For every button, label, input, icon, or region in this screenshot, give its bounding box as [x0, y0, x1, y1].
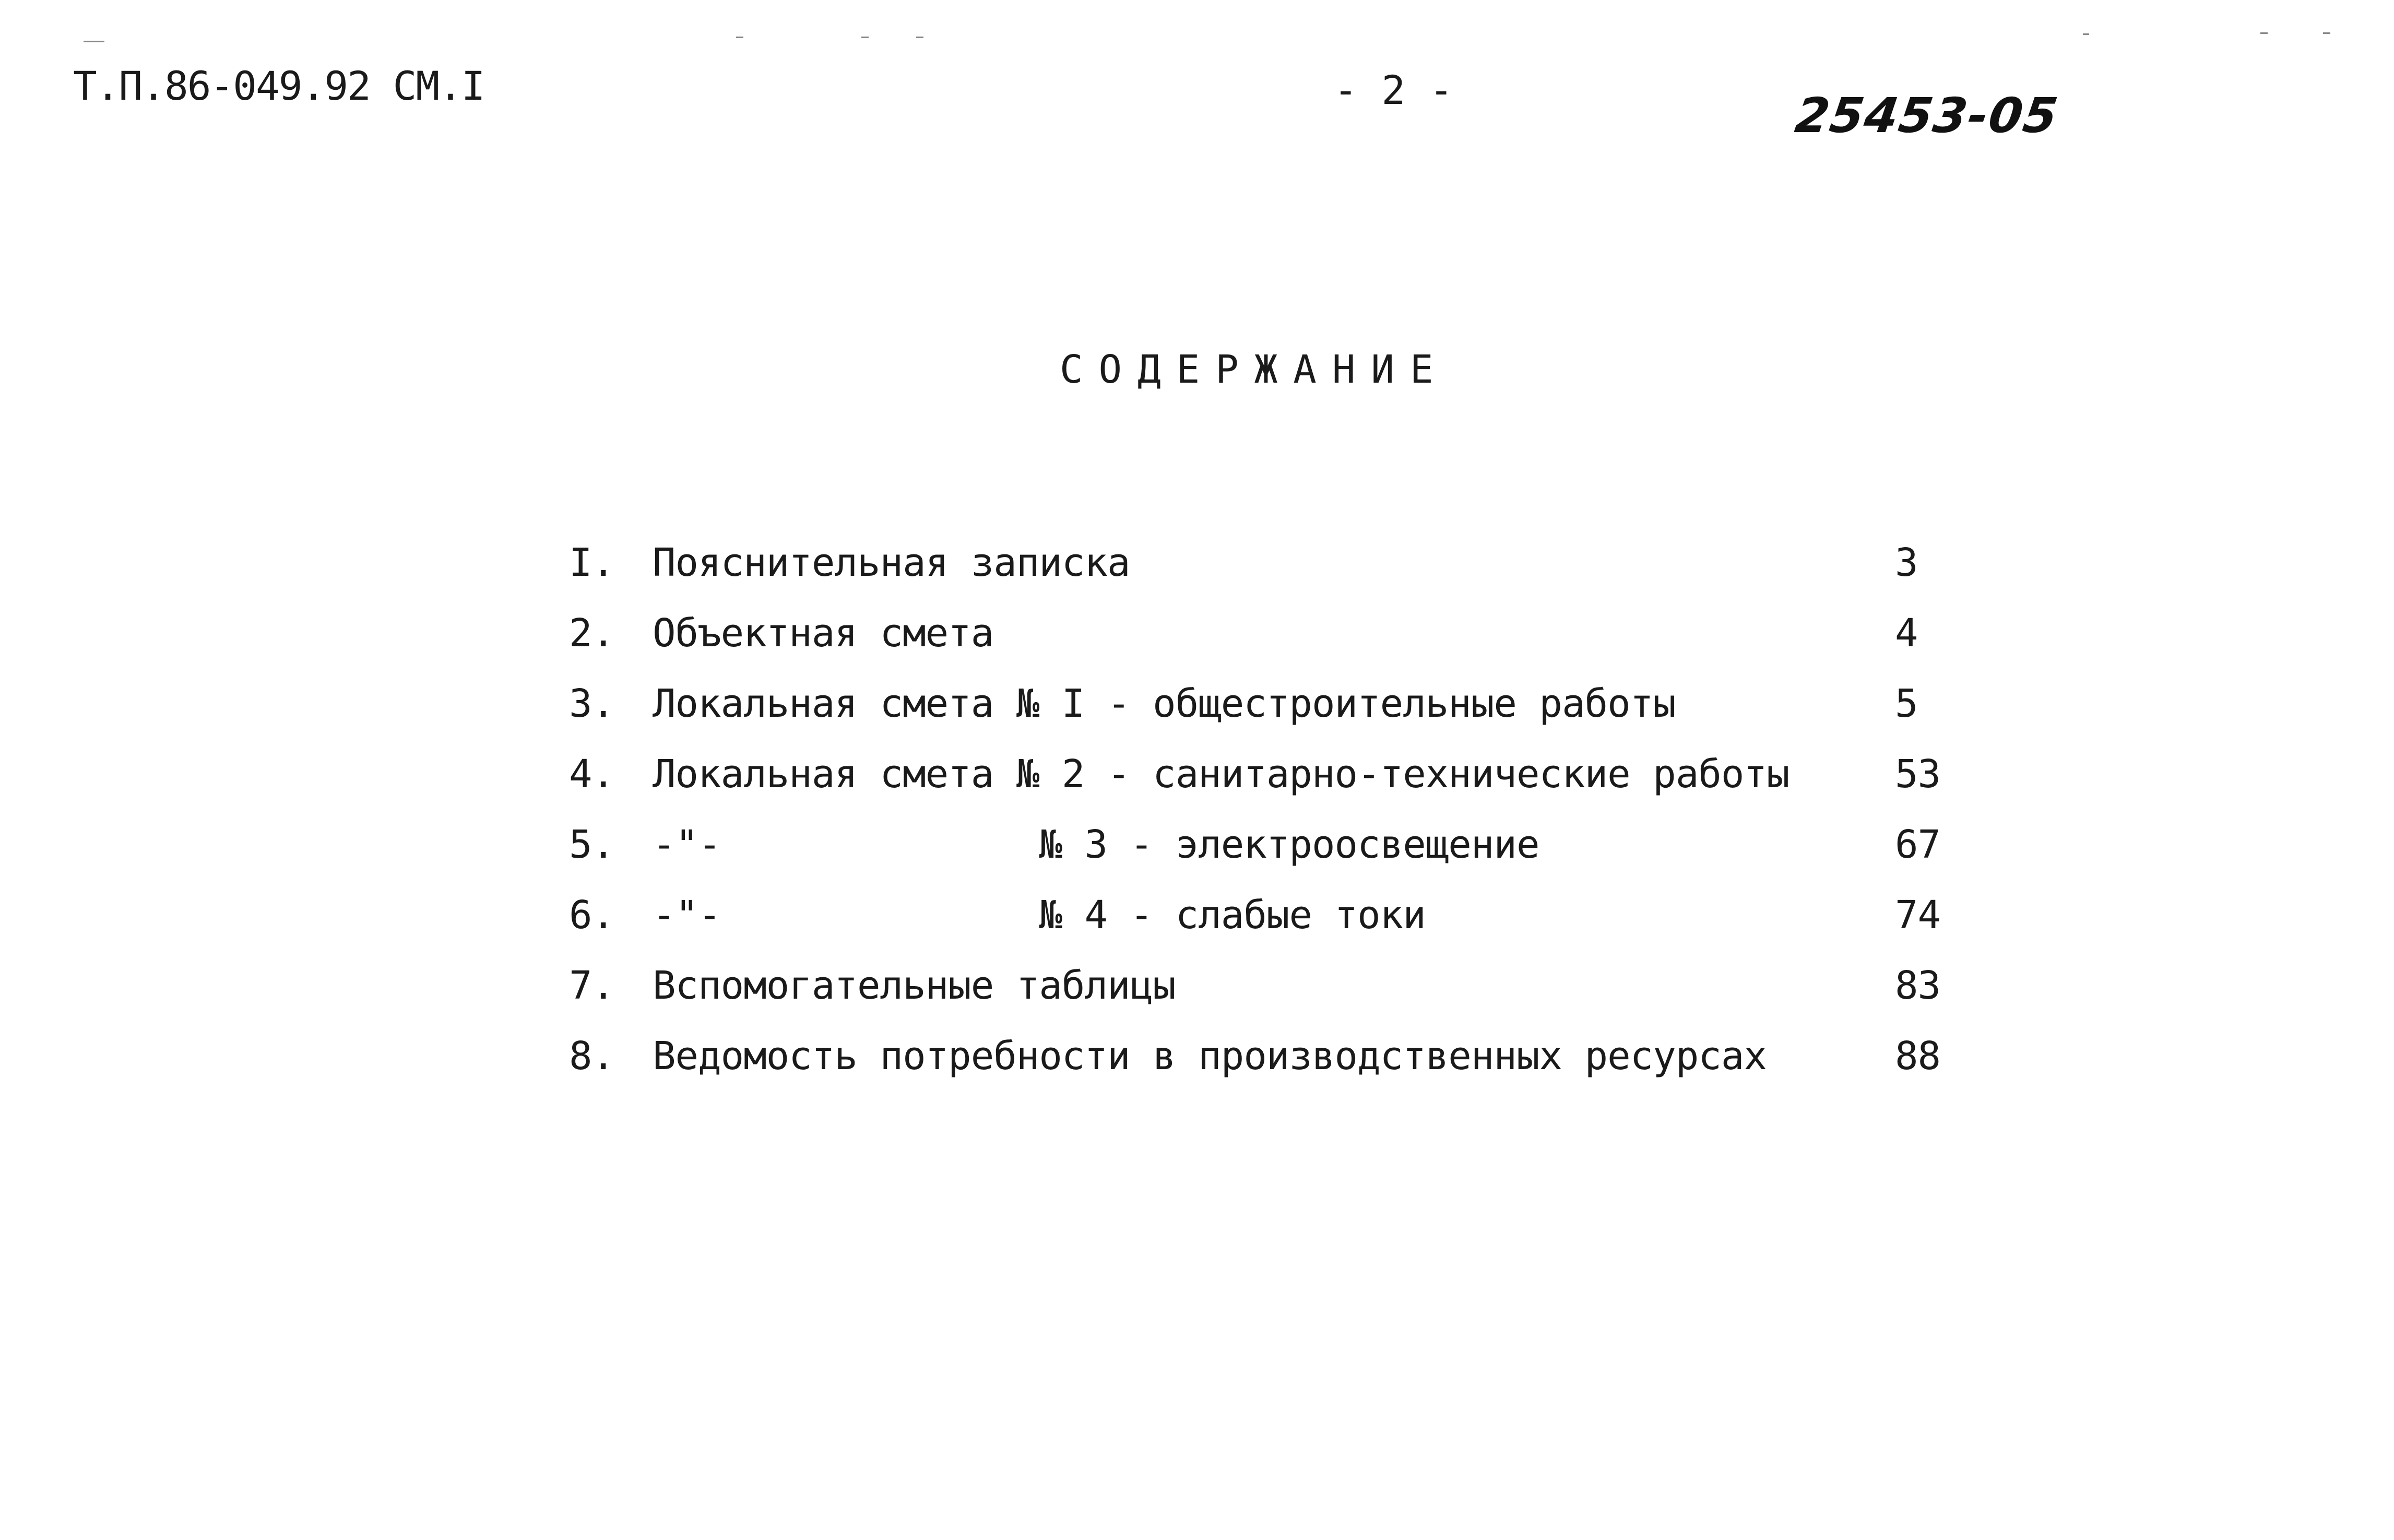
page-number: - 2 - [1334, 67, 1453, 113]
toc-item-number: 5. [569, 822, 615, 867]
toc-item-title: Ведомость потребности в производственных ресурсах [653, 1034, 1767, 1079]
scan-speck [736, 37, 743, 38]
toc-item-number: 3. [569, 681, 615, 726]
toc-row [0, 1034, 2394, 1091]
toc-row [0, 893, 2394, 950]
toc-item-page: 74 [1895, 893, 1941, 938]
toc-item-title: Пояснительная записка [653, 540, 1130, 585]
handwritten-inventory-number: 25453-05 [1792, 88, 2062, 144]
toc-item-page: 67 [1895, 822, 1941, 867]
toc-item-page: 5 [1895, 681, 1918, 726]
toc-item-title: -"- № 4 - слабые токи [653, 893, 1426, 938]
toc-row [0, 752, 2394, 809]
toc-item-title: Вспомогательные таблицы [653, 963, 1176, 1008]
toc-item-page: 88 [1895, 1034, 1941, 1079]
toc-row [0, 963, 2394, 1021]
toc-item-number: 8. [569, 1034, 615, 1079]
document-code: Т.П.86-049.92 СМ.I [73, 63, 484, 109]
toc-row [0, 540, 2394, 598]
scan-speck [84, 41, 104, 42]
page-title: СОДЕРЖАНИЕ [1060, 347, 1449, 392]
toc-item-number: 2. [569, 611, 615, 656]
toc-item-number: 6. [569, 893, 615, 938]
scan-speck [2260, 32, 2268, 34]
toc-item-title: Объектная смета [653, 611, 994, 656]
toc-row [0, 681, 2394, 739]
toc-item-page: 53 [1895, 752, 1941, 797]
toc-item-title: Локальная смета № 2 - санитарно-технические работы [653, 752, 1789, 797]
toc-item-page: 4 [1895, 611, 1918, 656]
toc-row [0, 611, 2394, 668]
scan-speck [2323, 32, 2330, 34]
toc-row [0, 822, 2394, 880]
scan-speck [916, 37, 923, 38]
toc-item-title: -"- № 3 - электроосвещение [653, 822, 1539, 867]
scan-speck [861, 37, 869, 38]
toc-item-page: 83 [1895, 963, 1941, 1008]
toc-item-number: 7. [569, 963, 615, 1008]
toc-item-page: 3 [1895, 540, 1918, 585]
toc-item-number: 4. [569, 752, 615, 797]
toc-item-number: I. [569, 540, 615, 585]
toc-item-title: Локальная смета № I - общестроительные работы [653, 681, 1676, 726]
scan-speck [2083, 33, 2089, 35]
